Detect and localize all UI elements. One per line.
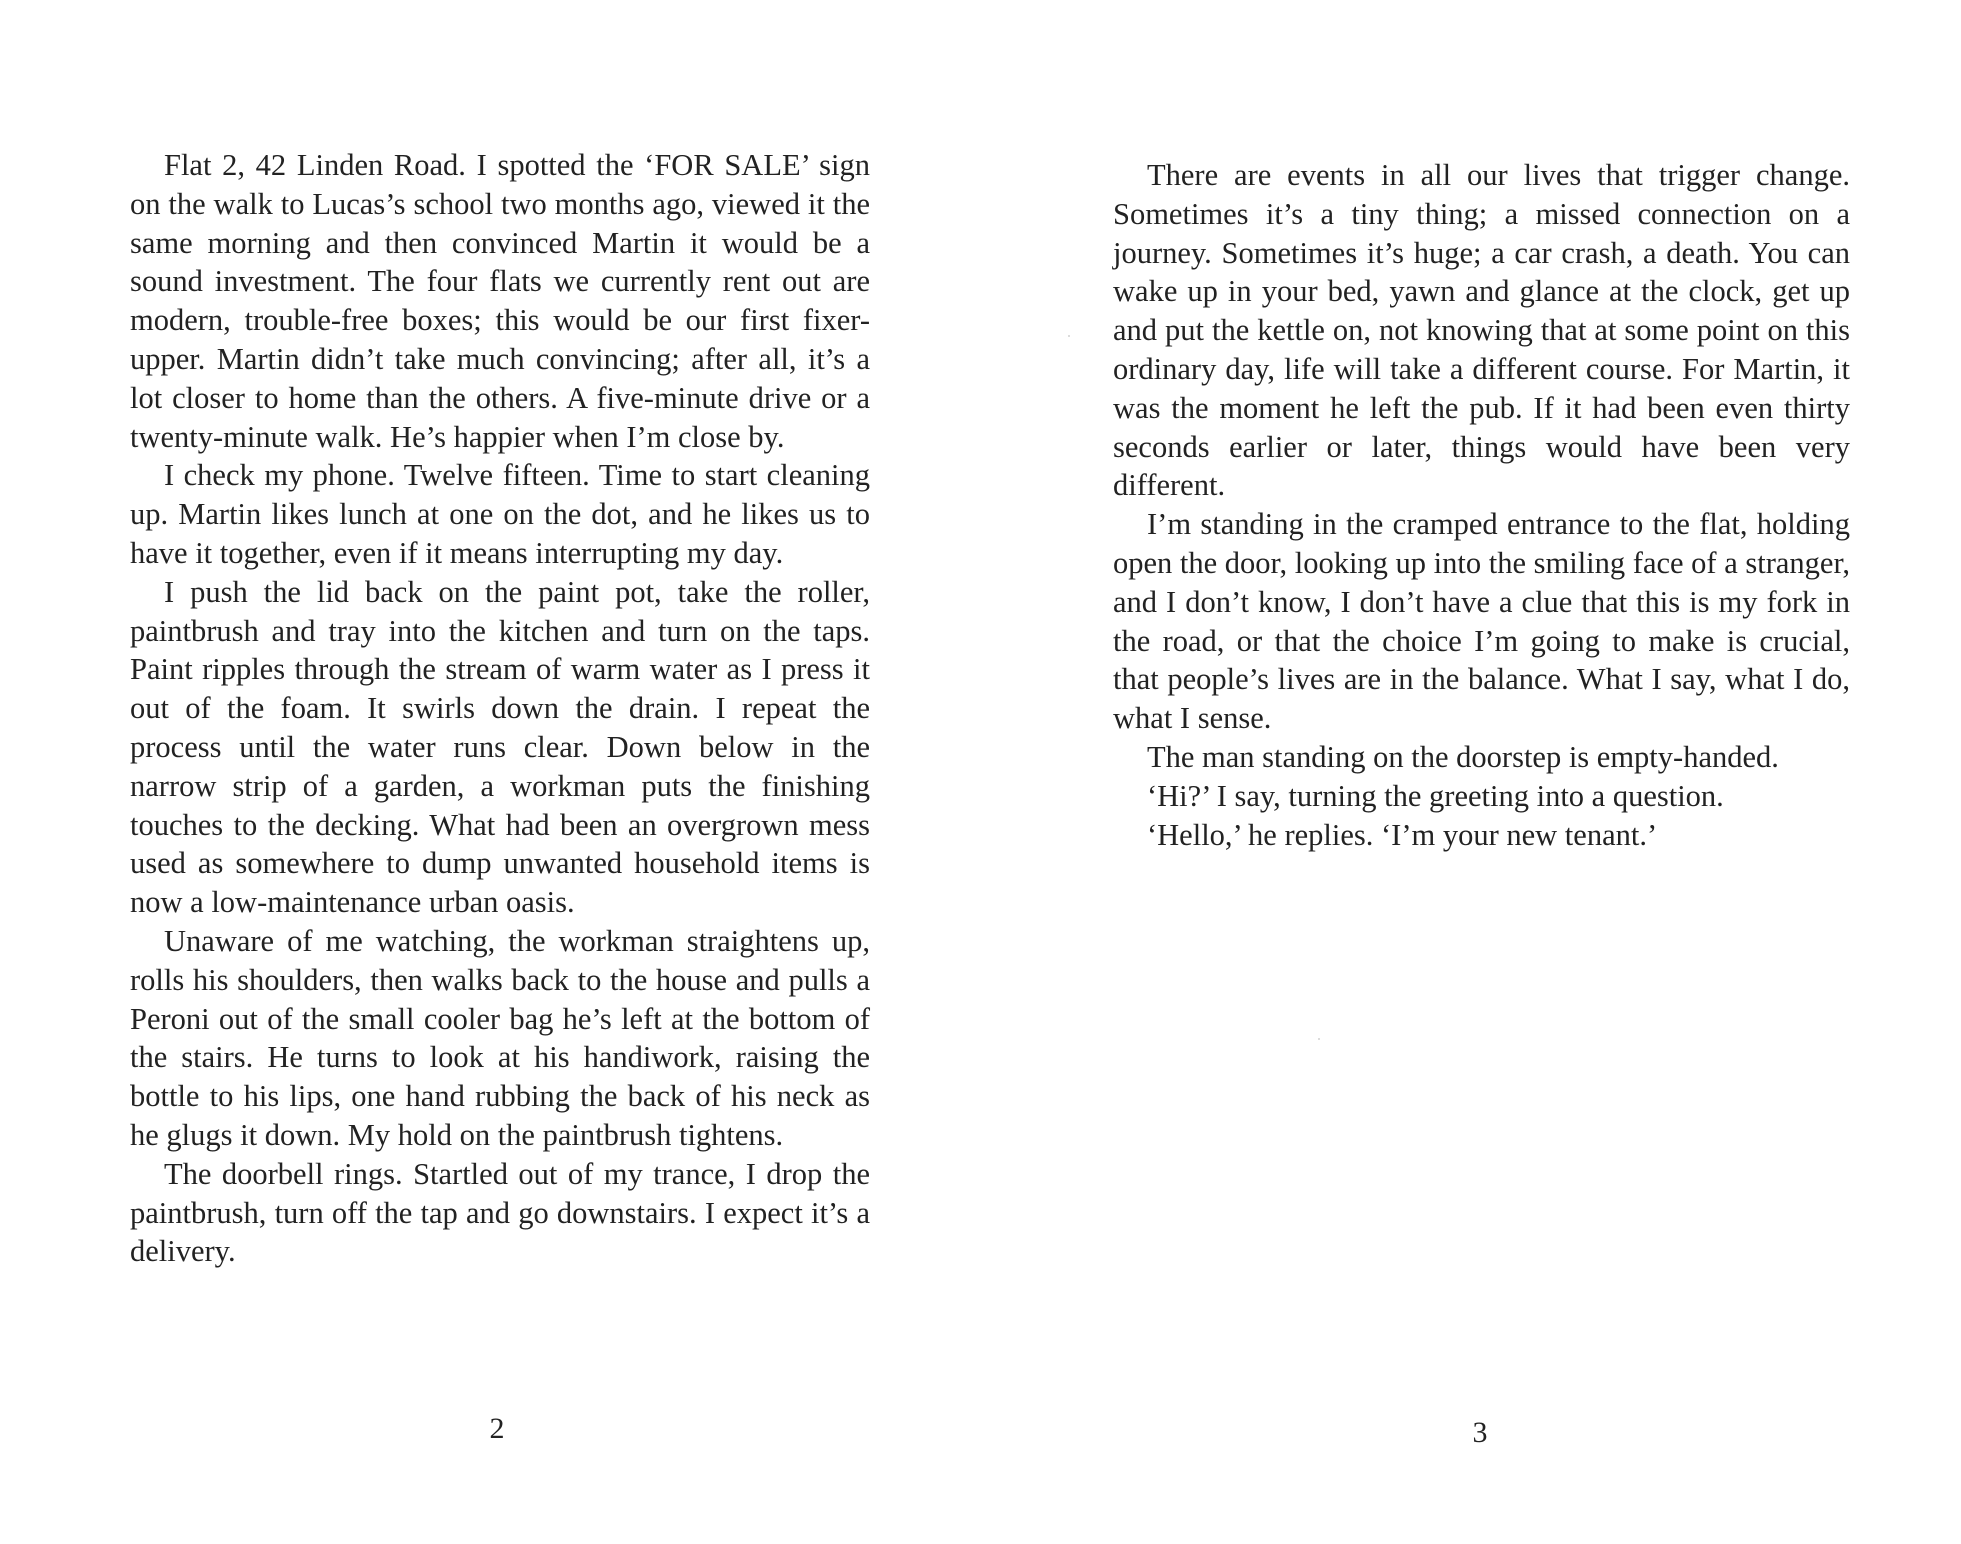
right-paragraph-1: There are events in all our lives that trigger change. Sometimes it’s a tiny thing; a missed connection on a journey. Sometimes it’s huge; a car crash, a death. You can wake up in your bed, yawn and glance at the clock, get up and put the kettle on, not knowing that at some point on this ordinary day, life will take a different course. For Martin, it was the moment he left the pub. If it had been even thirty seconds earlier or later, things would have been very different. [1113,158,1850,503]
scan-speck [1068,335,1070,337]
right-paragraph-3: The man standing on the doorstep is empty-handed. [1147,739,1779,774]
left-page [130,146,870,1271]
left-paragraph-3: I push the lid back on the paint pot, take the roller, paintbrush and tray into the kitchen and turn on the taps. Paint ripples through the stream of warm water as I press it out of the foam. It swirls down the drain. I repeat the process until the water runs clear. Down below in the narrow strip of a garden, a workman puts the finishing touches to the decking. What had been an overgrown mess used as somewhere to dump unwanted household items is now a low-maintenance urban oasis. [130,574,870,920]
left-paragraph-1: Flat 2, 42 Linden Road. I spotted the ‘FOR SALE’ sign on the walk to Lucas’s school two months ago, viewed it the same morning and then convinced Martin it would be a sound investment. The four flats we currently rent out are modern, trouble-free boxes; this would be our first fixer-upper. Martin didn’t take much convincing; after all, it’s a lot closer to home than the others. A five-minute drive or a twenty-minute walk. He’s happier when I’m close by. [130,148,870,454]
right-paragraph-2: I’m standing in the cramped entrance to the flat, holding open the door, looking up into the smiling face of a stranger, and I don’t know, I don’t have a clue that this is my fork in the road, or that the choice I’m going to make is crucial, that people’s lives are in the balance. What I say, what I do, what I sense. [1113,507,1851,736]
left-paragraph-4: Unaware of me watching, the workman straightens up, rolls his shoulders, then walks back to the house and pulls a Peroni out of the small cooler bag he’s left at the bottom of the stairs. He turns to look at his handiwork, raising the bottle to his lips, one hand rubbing the back of his neck as he glugs it down. My hold on the paintbrush tightens. [130,923,870,1152]
right-page-number: 3 [1472,1416,1488,1449]
left-paragraph-2: I check my phone. Twelve fifteen. Time to start cleaning up. Martin likes lunch at one on the dot, and he likes us to have it together, even if it means interrupting my day. [130,458,870,570]
right-page [1113,156,1850,854]
right-paragraph-4: ‘Hi?’ I say, turning the greeting into a question. [1147,778,1724,813]
left-paragraph-5: The doorbell rings. Startled out of my trance, I drop the paintbrush, turn off the tap and go downstairs. I expect it’s a delivery. [130,1156,870,1269]
right-paragraph-5: ‘Hello,’ he replies. ‘I’m your new tenant.’ [1147,817,1658,852]
scan-speck [1318,1038,1320,1040]
left-page-number: 2 [489,1412,505,1445]
